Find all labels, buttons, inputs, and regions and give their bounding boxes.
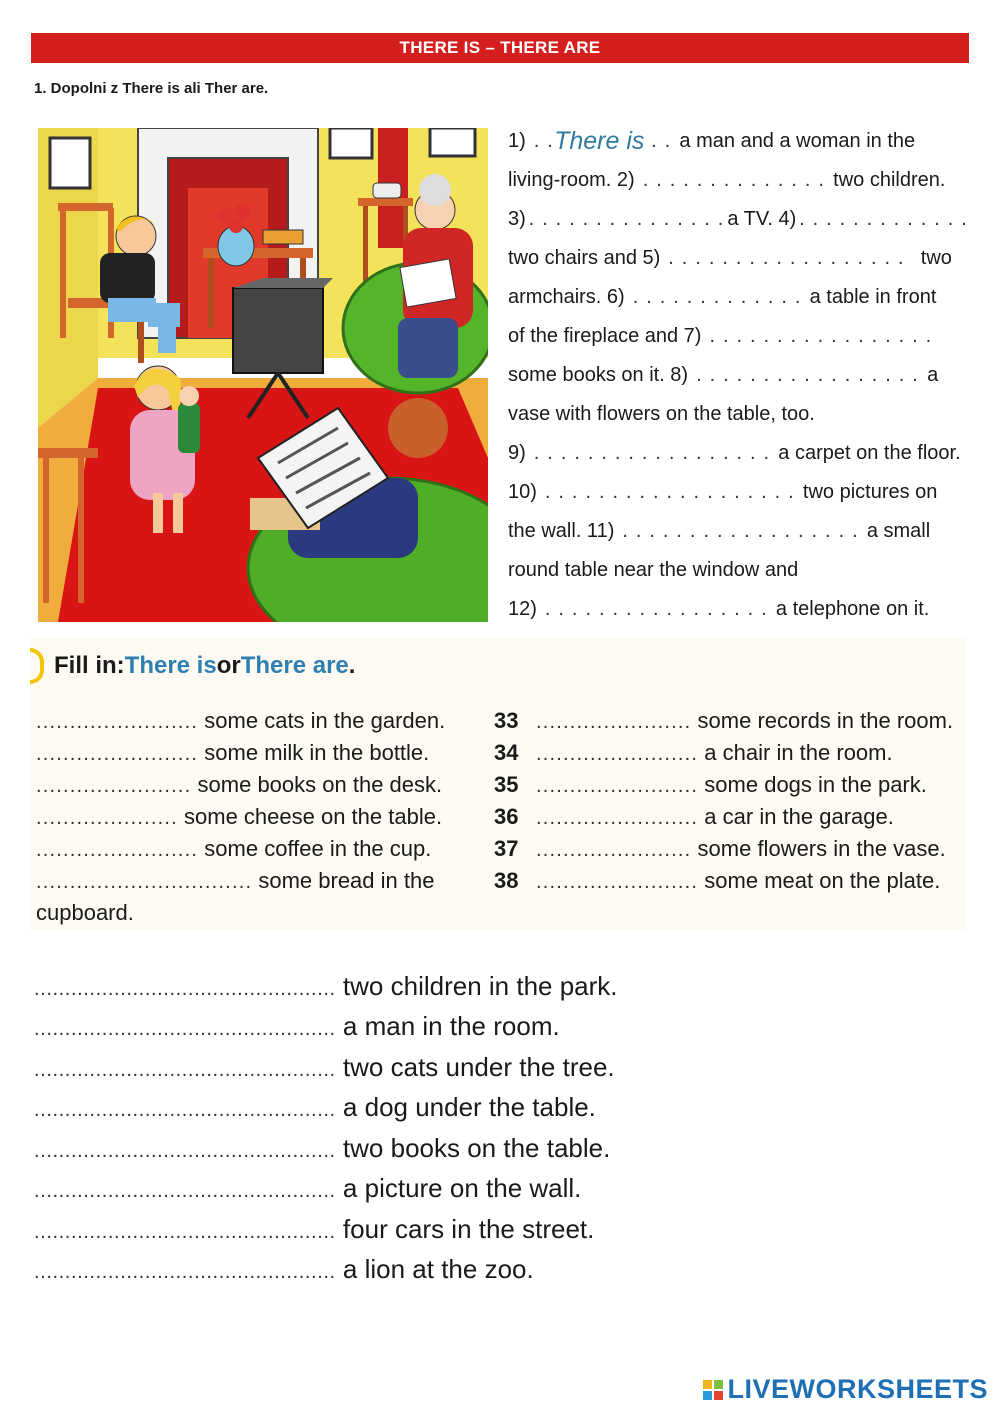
item-number: 35 (494, 772, 519, 797)
answer-blank[interactable]: ................................................. (34, 1018, 336, 1040)
answer-blank[interactable]: ........................ (36, 743, 199, 765)
answer-blank[interactable]: ........................ (536, 775, 699, 797)
ex1-line-8 (508, 395, 968, 434)
answer-blank[interactable]: ........................ (536, 807, 699, 829)
answer-blank[interactable]: ........................ (536, 871, 699, 893)
ex1-line-4 (508, 239, 968, 278)
ex2-text: some bread in the (258, 868, 435, 893)
ex1-text: two children. (833, 169, 946, 191)
ex2-text: a chair in the room. (704, 740, 893, 765)
exercise-2-heading (34, 648, 355, 684)
living-room-illustration (38, 128, 488, 622)
ex1-line-10 (508, 473, 968, 512)
answer-blank[interactable]: ................................................. (34, 1099, 336, 1121)
heading-end: . (348, 652, 356, 679)
logo-grid-icon (703, 1380, 723, 1400)
answer-blank[interactable]: ....................... (536, 839, 692, 861)
answer-blank-8[interactable]: . . . . . . . . . . . . . . . . . (696, 364, 920, 386)
ex2-left-row-1 (36, 705, 445, 737)
answer-blank[interactable]: ........................ (36, 711, 199, 733)
ex1-text: a small (866, 520, 931, 542)
heading-there-are: There are (240, 652, 349, 679)
ex1-line-5 (508, 278, 968, 317)
ex1-text: round table near the window and (508, 559, 799, 581)
ex1-text: armchairs. 6) (508, 286, 625, 308)
ex2-text: cupboard. (36, 900, 134, 925)
liveworksheets-logo (703, 1374, 988, 1405)
ex3-text: two children in the park. (342, 971, 618, 1001)
ex2-left-row-5 (36, 833, 431, 865)
answer-blank[interactable]: ................................................. (34, 1140, 336, 1162)
ex2-text: some records in the room. (697, 708, 954, 733)
ex2-text: some books on the desk. (197, 772, 443, 797)
ex2-right-row-37 (494, 833, 946, 865)
ex2-text: some meat on the plate. (704, 868, 941, 893)
ex1-text: a TV. 4) (727, 208, 797, 230)
ex2-text: some cheese on the table. (184, 804, 443, 829)
ex3-text: two books on the table. (342, 1133, 611, 1163)
answer-blank[interactable]: ..................... (36, 807, 178, 829)
answer-blank[interactable]: ................................................. (34, 1221, 336, 1243)
answer-blank[interactable]: ........................ (536, 743, 699, 765)
ex3-text: two cats under the tree. (342, 1052, 615, 1082)
ex2-right-row-34 (494, 737, 893, 769)
ex2-left-row-3 (36, 769, 442, 801)
item-number: 38 (494, 868, 519, 893)
ex3-row-4 (34, 1087, 596, 1127)
answer-blank-2[interactable]: . . . . . . . . . . . . . . (642, 169, 826, 191)
ex2-right-row-36 (494, 801, 894, 833)
ex2-left-row-4 (36, 801, 442, 833)
ex2-text: some milk in the bottle. (204, 740, 430, 765)
ex1-line-1 (508, 122, 968, 161)
ex1-text: two (920, 247, 952, 269)
answer-blank-4[interactable]: . . . . . . . . . . . . . (799, 208, 968, 230)
ex3-row-3 (34, 1047, 615, 1087)
ex2-right-row-38 (494, 865, 940, 897)
answer-blank-11[interactable]: . . . . . . . . . . . . . . . . . . (622, 520, 859, 542)
ex2-text: a car in the garage. (704, 804, 894, 829)
item-number: 36 (494, 804, 519, 829)
answer-blank[interactable]: ................................................. (34, 1180, 336, 1202)
ex2-right-row-35 (494, 769, 927, 801)
answer-blank-10[interactable]: . . . . . . . . . . . . . . . . . . . (544, 481, 795, 503)
ex1-text: 12) (508, 598, 537, 620)
ex1-text: 1) (508, 130, 526, 152)
ex1-text: living-room. 2) (508, 169, 635, 191)
ex1-line-12 (508, 551, 968, 590)
answer-blank-5[interactable]: . . . . . . . . . . . . . . . . . . (668, 247, 905, 269)
ex2-left-row-2 (36, 737, 429, 769)
ex3-text: four cars in the street. (342, 1214, 595, 1244)
ex1-text: a carpet on the floor. (778, 442, 961, 464)
ex3-text: a lion at the zoo. (342, 1254, 534, 1284)
ex1-text: a man and a woman in the (679, 130, 916, 152)
answer-filled-1: There is (554, 127, 645, 155)
item-number: 34 (494, 740, 519, 765)
title-bar (31, 33, 969, 63)
ex2-text: some flowers in the vase. (697, 836, 946, 861)
title-text: THERE IS – THERE ARE (399, 38, 601, 57)
answer-blank-1[interactable]: . . (533, 130, 555, 152)
ex3-row-6 (34, 1168, 581, 1208)
ex3-text: a picture on the wall. (342, 1173, 582, 1203)
ex1-line-9 (508, 434, 968, 473)
ex1-text: a (927, 364, 939, 386)
ex2-left-row-7 (36, 897, 134, 929)
ex2-right-row-33 (494, 705, 953, 737)
ex1-text: two pictures on (802, 481, 938, 503)
answer-blank-6[interactable]: . . . . . . . . . . . . . (632, 286, 802, 308)
heading-there-is: There is (124, 652, 217, 679)
bullet-icon (30, 648, 44, 684)
answer-blank-9[interactable]: . . . . . . . . . . . . . . . . . . (533, 442, 771, 464)
ex2-text: some cats in the garden. (204, 708, 446, 733)
answer-blank-12[interactable]: . . . . . . . . . . . . . . . . . (544, 598, 768, 620)
answer-blank[interactable]: ................................................. (34, 978, 336, 1000)
ex1-text: 10) (508, 481, 537, 503)
ex2-text: some coffee in the cup. (204, 836, 432, 861)
ex1-text: of the fireplace and 7) (508, 325, 702, 347)
heading-prefix: Fill in: (54, 652, 125, 679)
heading-or: or (216, 652, 241, 679)
ex3-row-7 (34, 1209, 594, 1249)
ex1-text: vase with flowers on the table, too. (508, 403, 815, 425)
ex3-row-1 (34, 966, 618, 1006)
answer-blank-7[interactable]: . . . . . . . . . . . . . . . . . (709, 325, 933, 347)
item-number: 37 (494, 836, 519, 861)
item-number: 33 (494, 708, 519, 733)
ex1-text: 9) (508, 442, 526, 464)
ex3-text: a dog under the table. (342, 1092, 596, 1122)
ex1-line-13 (508, 590, 968, 629)
answer-blank[interactable]: ........................ (36, 839, 199, 861)
ex1-text: two chairs and 5) (508, 247, 661, 269)
answer-blank[interactable]: ................................................. (34, 1059, 336, 1081)
ex1-text: 3) (508, 208, 526, 230)
ex3-row-8 (34, 1249, 534, 1289)
ex3-row-5 (34, 1128, 610, 1168)
ex1-text: a telephone on it. (775, 598, 930, 620)
answer-blank[interactable]: ................................................. (34, 1261, 336, 1283)
ex2-left-row-6 (36, 865, 434, 897)
logo-text: LIVEWORKSHEETS (727, 1374, 988, 1404)
ex1-line-6 (508, 317, 968, 356)
answer-blank[interactable]: ................................ (36, 871, 253, 893)
ex3-row-2 (34, 1006, 560, 1046)
ex1-line-3 (508, 200, 968, 239)
exercise-1-text (508, 122, 968, 629)
ex1-text: some books on it. 8) (508, 364, 689, 386)
instruction: 1. Dopolni z There is ali Ther are. (34, 80, 269, 97)
ex1-text: the wall. 11) (508, 520, 615, 542)
ex1-line-2 (508, 161, 968, 200)
ex1-line-7 (508, 356, 968, 395)
answer-blank-3[interactable]: . . . . . . . . . . . . . . . (528, 208, 725, 230)
ex1-line-11 (508, 512, 968, 551)
ex1-text: a table in front (809, 286, 937, 308)
ex3-text: a man in the room. (342, 1011, 560, 1041)
ex2-text: some dogs in the park. (704, 772, 927, 797)
answer-blank[interactable]: ....................... (536, 711, 692, 733)
answer-blank[interactable]: ....................... (36, 775, 192, 797)
answer-blank-1b: . . (644, 130, 672, 152)
